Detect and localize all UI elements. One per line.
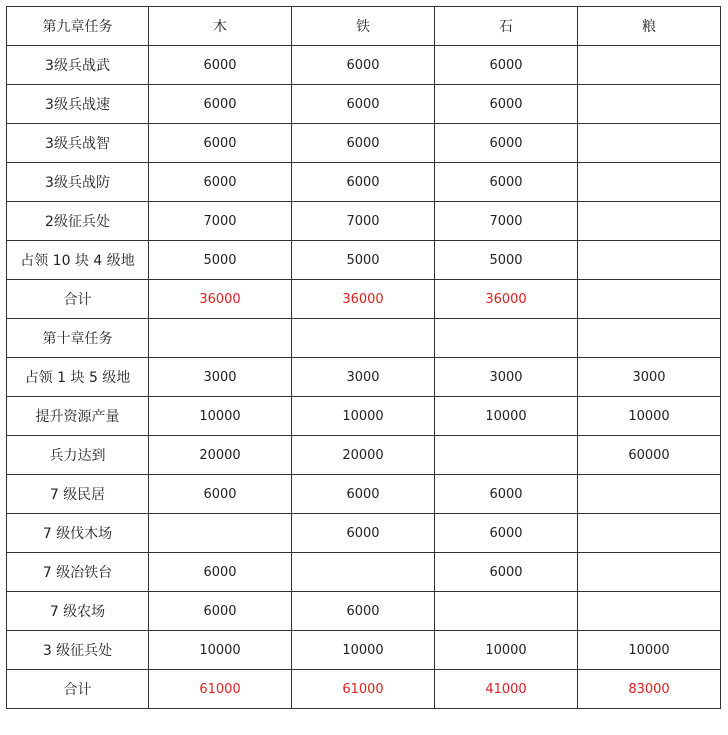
table-row (7, 202, 721, 241)
cell-task: 合计 (7, 670, 149, 709)
cell-wood: 61000 (149, 670, 292, 709)
cell-stone: 7000 (435, 202, 578, 241)
cell-stone (435, 592, 578, 631)
cell-stone: 6000 (435, 475, 578, 514)
cell-wood: 7000 (149, 202, 292, 241)
cell-wood: 5000 (149, 241, 292, 280)
cell-task: 提升资源产量 (7, 397, 149, 436)
cell-stone: 6000 (435, 514, 578, 553)
cell-wood: 6000 (149, 163, 292, 202)
table-row (7, 163, 721, 202)
cell-grain (578, 85, 721, 124)
cell-stone: 6000 (435, 85, 578, 124)
cell-task: 3级兵战智 (7, 124, 149, 163)
resource-task-table (6, 6, 721, 709)
table-row (7, 475, 721, 514)
table-row (7, 592, 721, 631)
cell-grain: 3000 (578, 358, 721, 397)
cell-grain: 10000 (578, 631, 721, 670)
cell-task: 3 级征兵处 (7, 631, 149, 670)
cell-iron: 5000 (292, 241, 435, 280)
cell-stone: 3000 (435, 358, 578, 397)
header-cell-wood: 木 (149, 7, 292, 46)
table-row (7, 397, 721, 436)
table-row (7, 553, 721, 592)
cell-iron: 20000 (292, 436, 435, 475)
cell-wood: 20000 (149, 436, 292, 475)
cell-wood (149, 319, 292, 358)
cell-task: 3级兵战防 (7, 163, 149, 202)
cell-stone: 6000 (435, 163, 578, 202)
cell-wood: 6000 (149, 85, 292, 124)
table-row (7, 46, 721, 85)
cell-wood (149, 514, 292, 553)
cell-stone: 36000 (435, 280, 578, 319)
cell-iron: 6000 (292, 514, 435, 553)
cell-grain (578, 202, 721, 241)
cell-grain (578, 514, 721, 553)
table-row (7, 358, 721, 397)
cell-iron: 61000 (292, 670, 435, 709)
cell-stone: 10000 (435, 397, 578, 436)
cell-grain (578, 475, 721, 514)
cell-stone: 41000 (435, 670, 578, 709)
cell-task: 7 级民居 (7, 475, 149, 514)
cell-stone (435, 436, 578, 475)
cell-wood: 6000 (149, 475, 292, 514)
cell-wood: 6000 (149, 592, 292, 631)
cell-iron: 6000 (292, 124, 435, 163)
cell-grain: 83000 (578, 670, 721, 709)
cell-iron: 10000 (292, 631, 435, 670)
cell-iron: 6000 (292, 475, 435, 514)
table-row (7, 241, 721, 280)
cell-iron: 36000 (292, 280, 435, 319)
cell-task: 7 级农场 (7, 592, 149, 631)
cell-grain: 60000 (578, 436, 721, 475)
cell-wood: 6000 (149, 124, 292, 163)
cell-stone: 5000 (435, 241, 578, 280)
cell-stone (435, 319, 578, 358)
cell-task: 3级兵战武 (7, 46, 149, 85)
cell-iron: 6000 (292, 85, 435, 124)
cell-stone: 6000 (435, 553, 578, 592)
cell-wood: 36000 (149, 280, 292, 319)
total-row (7, 670, 721, 709)
cell-stone: 6000 (435, 46, 578, 85)
cell-iron: 6000 (292, 46, 435, 85)
header-cell-task: 第九章任务 (7, 7, 149, 46)
cell-stone: 6000 (435, 124, 578, 163)
cell-task: 2级征兵处 (7, 202, 149, 241)
table-row (7, 631, 721, 670)
table-row (7, 85, 721, 124)
header-cell-grain: 粮 (578, 7, 721, 46)
cell-grain (578, 319, 721, 358)
cell-wood: 6000 (149, 46, 292, 85)
header-row (7, 7, 721, 46)
cell-task: 3级兵战速 (7, 85, 149, 124)
cell-wood: 10000 (149, 397, 292, 436)
cell-task: 兵力达到 (7, 436, 149, 475)
cell-iron: 10000 (292, 397, 435, 436)
table-row (7, 436, 721, 475)
cell-grain (578, 553, 721, 592)
cell-grain (578, 241, 721, 280)
cell-grain (578, 280, 721, 319)
header-cell-iron: 铁 (292, 7, 435, 46)
cell-grain (578, 592, 721, 631)
table-row (7, 124, 721, 163)
cell-task: 占领 1 块 5 级地 (7, 358, 149, 397)
cell-task: 占领 10 块 4 级地 (7, 241, 149, 280)
cell-task: 第十章任务 (7, 319, 149, 358)
cell-wood: 6000 (149, 553, 292, 592)
table-row (7, 319, 721, 358)
table-row (7, 514, 721, 553)
cell-grain (578, 46, 721, 85)
cell-stone: 10000 (435, 631, 578, 670)
cell-task: 7 级冶铁台 (7, 553, 149, 592)
cell-grain (578, 124, 721, 163)
cell-iron (292, 319, 435, 358)
cell-iron (292, 553, 435, 592)
cell-wood: 3000 (149, 358, 292, 397)
header-cell-stone: 石 (435, 7, 578, 46)
cell-task: 合计 (7, 280, 149, 319)
total-row (7, 280, 721, 319)
cell-iron: 6000 (292, 592, 435, 631)
cell-iron: 6000 (292, 163, 435, 202)
cell-wood: 10000 (149, 631, 292, 670)
cell-iron: 3000 (292, 358, 435, 397)
cell-grain: 10000 (578, 397, 721, 436)
cell-task: 7 级伐木场 (7, 514, 149, 553)
cell-grain (578, 163, 721, 202)
cell-iron: 7000 (292, 202, 435, 241)
